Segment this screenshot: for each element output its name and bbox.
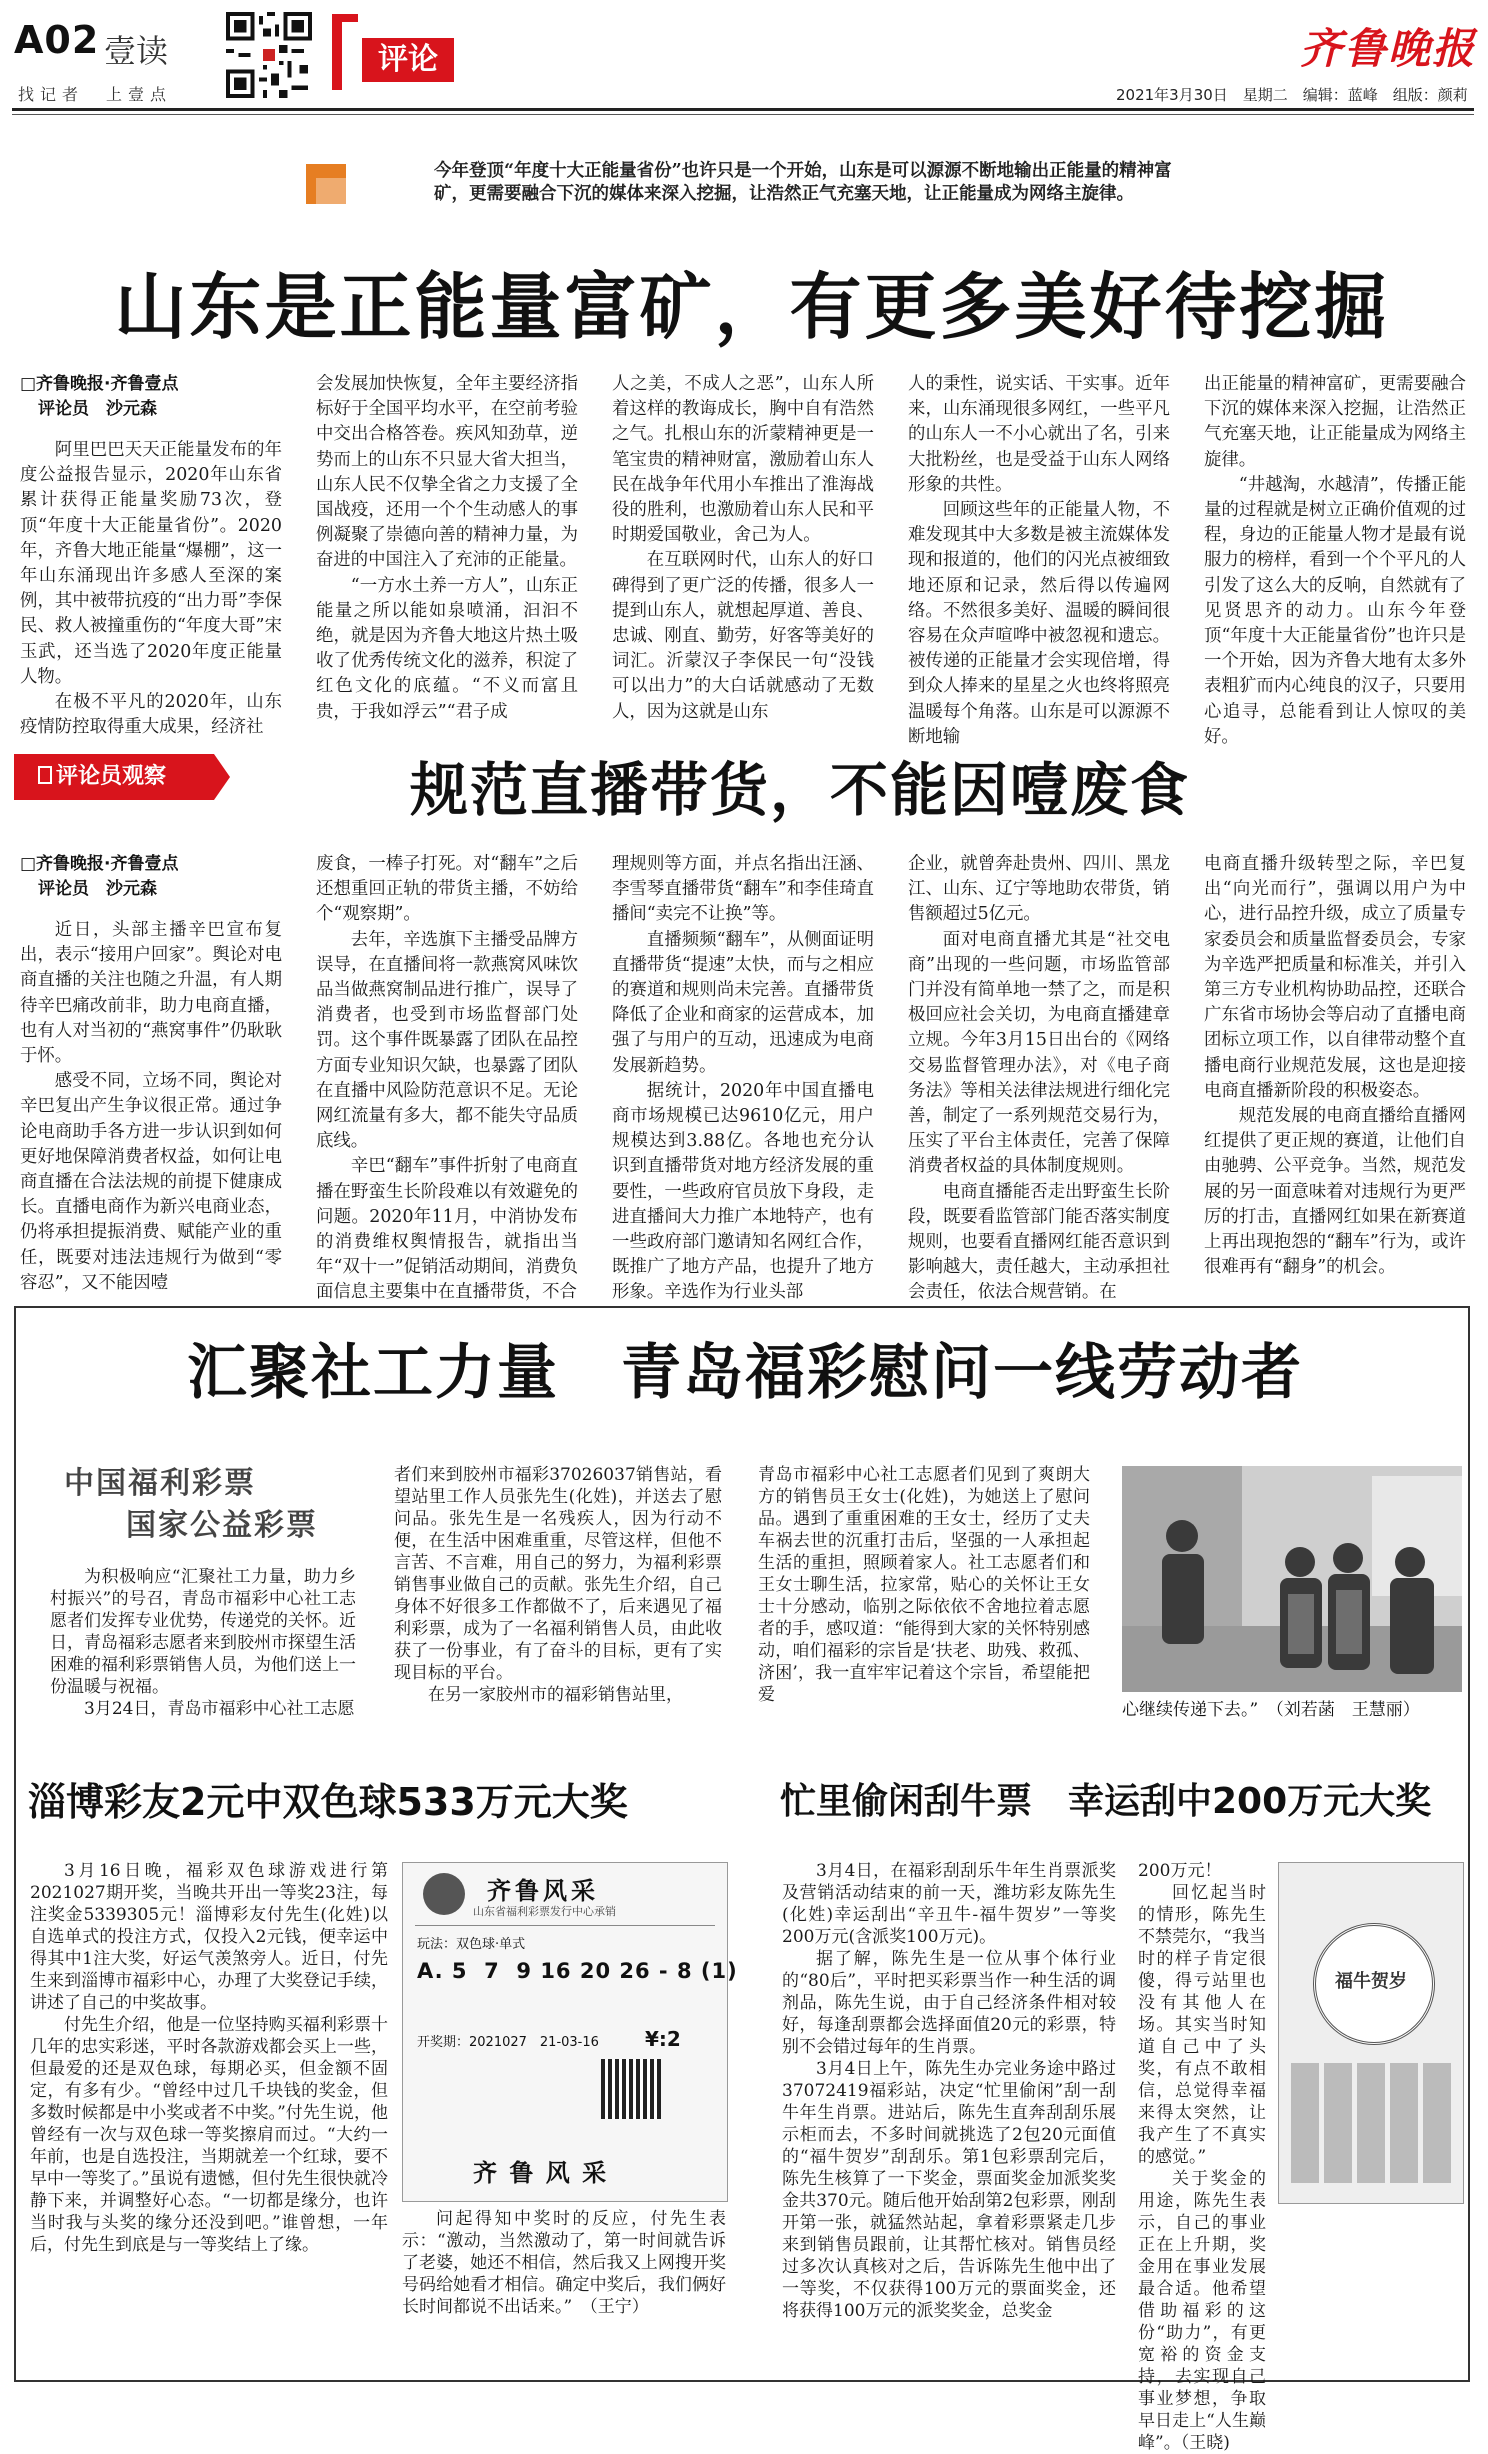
paragraph: 去年，辛选旗下主播受品牌方误导，在直播间将一款燕窝风味饮品当做燕窝制品进行推广，误导了消费者，也受到市场监督部门处罚。这个事件既暴露了团队在品控方面专业知识欠缺，也暴露了团队在直播中风险防范意识不足。无论网红流量有多大，都不能失守品质底线。 xyxy=(316,929,578,1152)
lottery-logo-line1: 中国福利彩票 xyxy=(64,1466,256,1501)
lottery-right-column-2 xyxy=(1138,1860,1266,2453)
second-column-1 xyxy=(20,918,282,1293)
paragraph: 企业，就曾奔赴贵州、四川、黑龙江、山东、辽宁等地助农带货，销售额超过5亿元。 xyxy=(908,854,1170,925)
second-headline: 规范直播带货，不能因噎废食 xyxy=(410,756,1191,824)
lead-column-2 xyxy=(316,372,578,724)
scratch-ticket-title: 福牛贺岁 xyxy=(1335,1971,1407,1992)
paragraph: 青岛市福彩中心社工志愿者们见到了爽朗大方的销售员王女士(化姓)，为她送上了慰问品。遇到了重重困难的王女士，经历了丈夫车祸去世的沉重打击后，坚强的一人承担起生活的重担，照顾着家人。社工志愿者们和王女士聊生活，拉家常，贴心的关怀让王女士十分感动，临别之际依依不舍地拉着志愿者的手，感叹道：“能得到大家的关怀特别感动，咱们福彩的宗旨是‘扶老、助残、救孤、济困’，我一直牢牢记着这个宗旨，希望能把爱 xyxy=(758,1465,1090,1705)
paragraph: 出正能量的精神富矿，更需要融合下沉的媒体来深入挖掘，让浩然正气充塞天地，让正能量成为网络主旋律。 xyxy=(1204,374,1466,470)
lead-column-1 xyxy=(20,438,282,738)
paragraph: 人的秉性，说实话、干实事。近年来，山东涌现很多网红，一些平凡的山东人一不小心就出了名，引来大批粉丝，也是受益于山东人网络形象的共性。 xyxy=(908,374,1170,495)
paragraph: 阿里巴巴天天正能量发布的年度公益报告显示，2020年山东省累计获得正能量奖励73次，登顶“年度十大正能量省份”。2020年，齐鲁大地正能量“爆棚”，这一年山东涌现出许多感人至深的案例，其中被带抗疫的“出力哥”李保民、救人被撞重伤的“年度大哥”宋玉武，还当选了2020年度正能量人物。 xyxy=(20,440,282,687)
paragraph: 3月4日，在福彩刮刮乐牛年生肖票派奖及营销活动结束的前一天，潍坊彩友陈先生(化姓)幸运刮出“辛丑牛-福牛贺岁”一等奖200万元(含派奖100万元)。 xyxy=(782,1861,1116,1947)
paragraph: 据了解，陈先生是一位从事个体行业的“80后”，平时把买彩票当作一种生活的调剂品，陈先生说，由于自己经济条件相对较好，每逢刮票都会选择面值20元的彩票，特别不会错过每年的生肖票。 xyxy=(782,1949,1116,2057)
header-rule-thin xyxy=(12,114,1474,115)
lottery-logo xyxy=(50,1456,350,1546)
volunteer-photo xyxy=(1122,1466,1462,1692)
paragraph: 直播频频“翻车”，从侧面证明直播带货“提速”太快，而与之相应的赛道和规则尚未完善。直播带货降低了企业和商家的运营成本，加强了与用户的互动，迅速成为电商发展新趋势。 xyxy=(612,929,874,1076)
paragraph: 据统计，2020年中国直播电商市场规模已达9610亿元，用户规模达到3.88亿。各地也充分认识到直播带货对地方经济发展的重要性，一些政府官员放下身段，走进直播间大力推广本地特产，也有一些政府部门邀请知名网红合作，既推广了地方产品，也提升了地方形象。辛选作为行业头部 xyxy=(612,1080,874,1303)
paragraph: 为积极响应“汇聚社工力量，助力乡村振兴”的号召，青岛市福彩中心社工志愿者们发挥专业优势，传递党的关怀。近日，青岛福彩志愿者来到胶州市探望生活困难的福利彩票销售人员，为他们送上一份温暖与祝福。 xyxy=(50,1567,356,1697)
lead-headline: 山东是正能量富矿，有更多美好待挖掘 xyxy=(114,265,1390,349)
intro-icon xyxy=(306,164,354,212)
paragraph: 200万元！ xyxy=(1138,1861,1222,1881)
header-rule xyxy=(12,108,1474,111)
lead-byline-source: □齐鲁晚报·齐鲁壹点 xyxy=(20,374,179,394)
lottery-ticket xyxy=(402,1862,738,2202)
paragraph: 者们来到胶州市福彩37026037销售站，看望站里工作人员张先生(化姓)，并送去了慰问品。张先生是一名残疾人，因为行动不便，在生活中困难重重，尽管这样，但他不言苦、不言难，用自己的努力，为福利彩票销售事业做自己的贡献。张先生介绍，自己身体不好很多工作都做不了，后来遇见了福利彩票，成为了一名福利销售人员，由此收获了一份事业，有了奋斗的目标，更有了实现目标的平台。 xyxy=(394,1465,722,1683)
ticket-footer: 齐 鲁 风 采 xyxy=(473,2159,609,2187)
paragraph: 电商直播升级转型之际，辛巴复出“向光而行”，强调以用户为中心，进行品控升级，成立了质量专家委员会和质量监督委员会，专家为辛选严把质量和标准关，并引入第三方专业机构协助品控，还联合广东省市场协会等启动了直播电商团标立项工作，以自律带动整个直播电商行业规范发展，这也是迎接电商直播新阶段的积极姿态。 xyxy=(1204,854,1466,1101)
ticket-brand: 齐鲁风采 xyxy=(487,1877,599,1905)
paragraph: 问起得知中奖时的反应，付先生表示：“激动，当然激动了，第一时间就告诉了老婆，她还不相信，然后我又上网搜开奖号码给她看才相信。确定中奖后，我们俩好长时间都说不出话来。” （王宁） xyxy=(402,2209,726,2317)
paragraph: 3月24日，青岛市福彩中心社工志愿 xyxy=(84,1699,355,1719)
lottery-right-column-1 xyxy=(782,1860,1116,2368)
ticket-divider xyxy=(415,1925,715,1926)
ad-headline: 汇聚社工力量 青岛福彩慰问一线劳动者 xyxy=(187,1338,1303,1408)
second-byline-source: □齐鲁晚报·齐鲁壹点 xyxy=(20,854,179,874)
lead-byline-author: 评论员 沙元森 xyxy=(38,399,157,419)
second-byline-author: 评论员 沙元森 xyxy=(38,879,157,899)
page-code: A02 xyxy=(14,18,100,62)
commentary-tag xyxy=(38,760,166,794)
ticket-numbers: A. 5 7 9 16 20 26 - 8 (1) xyxy=(417,1959,738,1983)
lottery-right-headline: 忙里偷闲刮牛票 幸运刮中200万元大奖 xyxy=(780,1781,1432,1822)
paragraph: “井越淘，水越清”，传播正能量的过程就是树立正确价值观的过程，身边的正能量人物才是最有说服力的榜样，看到一个个平凡的人引发了这么大的反响，自然就有了见贤思齐的动力。山东今年登顶“年度十大正能量省份”也许只是一个开始，因为齐鲁大地有太多外表粗犷而内心纯良的汉子，只要用心追寻，总能看到让人惊叹的美好。 xyxy=(1204,474,1466,747)
commentary-tag-label: 评论员观察 xyxy=(56,764,167,789)
paragraph: 付先生介绍，他是一位坚持购买福利彩票十几年的忠实彩迷，平时各款游戏都会买上一些，但最爱的还是双色球，每期必买，但金额不固定，有多有少。“曾经中过几千块钱的奖金，但多数时候都是中小奖或者不中奖。”付先生说，他曾经有一次与双色球一等奖擦肩而过。“大约一年前，也是自选投注，当期就差一个红球，要不早中一等奖了。”虽说有遗憾，但付先生很快就冷静下来，并调整好心态。“一切都是缘分，也许当时我与头奖的缘分还没到吧。”谁曾想，一年后，付先生到底是与一等奖结上了缘。 xyxy=(30,2015,388,2255)
ad-column-3 xyxy=(758,1464,1090,1722)
paragraph: 面对电商直播尤其是“社交电商”出现的一些问题，市场监管部门并没有简单地一禁了之，而是积极回应社会关切，为电商直播建章立规。今年3月15日出台的《网络交易监督管理办法》，对《电子商务法》等相关法律法规进行细化完善，制定了一系列规范交易行为，压实了平台主体责任，完善了保障消费者权益的具体制度规则。 xyxy=(908,929,1170,1177)
paragraph: 理规则等方面，并点名指出汪涵、李雪琴直播带货“翻车”和李佳琦直播间“卖完不让换”等。 xyxy=(612,854,874,925)
ad-column-2 xyxy=(394,1464,722,1722)
lead-intro: 今年登顶“年度十大正能量省份”也许只是一个开始，山东是可以源源不断地输出正能量的精神富矿，更需要融合下沉的媒体来深入挖掘，让浩然正气充塞天地，让正能量成为网络主旋律。 xyxy=(434,161,1172,204)
paragraph: 废食，一棒子打死。对“翻车”之后还想重回正轨的带货主播，不妨给个“观察期”。 xyxy=(316,854,578,925)
column-tag-decor xyxy=(332,14,342,90)
scratch-grid xyxy=(1291,2063,1451,2183)
paragraph: 感受不同，立场不同，舆论对辛巴复出产生争议很正常。通过争论电商助手各方进一步认识到如何更好地保障消费者权益，如何让电商直播在合法法规的前提下健康成长。直播电商作为新兴电商业态，仍将承担提振消费、赋能产业的重任，既要对违法违规行为做到“零容忍”，又不能因噎 xyxy=(20,1071,282,1293)
paragraph: 3月4日上午，陈先生办完业务途中路过37072419福彩站，决定“忙里偷闲”刮一刮牛年生肖票。进站后，陈先生直奔刮刮乐展示柜而去，不多时间就挑选了2包20元面值的“福牛贺岁”刮刮乐。第1包彩票刮完后，陈先生核算了一下奖金，票面奖金加派奖奖金共370元。随后他开始刮第2包彩票，刚刮开第一张，就猛然站起，拿着彩票紧走几步来到销售员跟前，让其帮忙核对。销售员经过多次认真核对之后，告诉陈先生他中出了一等奖，不仅获得100万元的票面奖金，还将获得100万元的派奖奖金，总奖金 xyxy=(782,2059,1116,2321)
date-line: 2021年3月30日 星期二 编辑：蓝峰 组版：颜莉 xyxy=(1116,86,1468,104)
paragraph: 在极不平凡的2020年，山东疫情防控取得重大成果，经济社 xyxy=(20,692,282,738)
paragraph: 在另一家胶州市的福彩销售站里， xyxy=(428,1685,683,1705)
lottery-left-column-1 xyxy=(30,1860,388,2368)
lead-column-4 xyxy=(908,372,1170,747)
ticket-game: 玩法：双色球·单式 xyxy=(417,1937,526,1952)
lottery-emblem-icon xyxy=(423,1873,465,1915)
paragraph: 在互联网时代，山东人的好口碑得到了更广泛的传播，很多人一提到山东人，就想起厚道、善良、忠诚、刚直、勤劳，好客等美好的词汇。沂蒙汉子李保民一句“没钱可以出力”的大白话就感动了无数人，因为这就是山东 xyxy=(612,550,874,722)
scratch-ticket xyxy=(1278,1862,1464,2204)
column-tag: 评论 xyxy=(362,38,454,82)
ticket-issue: 开奖期：2021027 21-03-16 xyxy=(417,2035,599,2050)
ticket-amount: ¥:2 xyxy=(645,2027,681,2051)
lottery-left-headline: 淄博彩友2元中双色球533万元大奖 xyxy=(28,1780,628,1824)
ticket-subtitle: 山东省福利彩票发行中心承销 xyxy=(473,1905,616,1918)
column-tag-decor-top xyxy=(332,14,358,22)
second-column-2 xyxy=(316,852,578,1303)
lead-column-3 xyxy=(612,372,874,724)
ad-column-1 xyxy=(50,1566,356,1722)
lottery-left-column-2 xyxy=(402,2208,726,2372)
paragraph: 回顾这些年的正能量人物，不难发现其中大多数是被主流媒体发现和报道的，他们的闪光点被细致地还原和记录，然后得以传遍网络。不然很多美好、温暖的瞬间很容易在众声喧哗中被忽视和遗忘。被传递的正能量才会实现倍增，得到众人捧来的星星之火也终将照亮温暖每个角落。山东是可以源源不断地输 xyxy=(908,500,1170,747)
qr-code-icon xyxy=(226,12,312,98)
ticket-qr-icon xyxy=(601,2059,661,2119)
second-column-4 xyxy=(908,852,1170,1303)
flag-icon xyxy=(38,766,52,784)
paragraph: 3月16日晚，福彩双色球游戏进行第2021027期开奖，当晚共开出一等奖23注，每注奖金5339305元！淄博彩友付先生(化姓)以自选单式的投注方式，仅投入2元钱，便幸运中得其中1注大奖，好运气羡煞旁人。近日，付先生来到淄博市福彩中心，办理了大奖登记手续，讲述了自己的中奖故事。 xyxy=(30,1861,388,2013)
paragraph: 电商直播能否走出野蛮生长阶段，既要看监管部门能否落实制度规则，也要看直播网红能否意识到影响越大，责任越大，主动承担社会责任，依法合规营销。在 xyxy=(908,1181,1170,1303)
photo-caption: 心继续传递下去。” （刘若菡 王慧丽） xyxy=(1122,1700,1420,1720)
paragraph: 人之美，不成人之恶”，山东人所着这样的教诲成长，胸中自有浩然之气。扎根山东的沂蒙精神更是一笔宝贵的精神财富，激励着山东人民在战争年代用小车推出了淮海战役的胜利，也激励着山东人民和平时期爱国敬业，舍己为人。 xyxy=(612,374,874,546)
paragraph: 辛巴“翻车”事件折射了电商直播在野蛮生长阶段难以有效避免的问题。2020年11月，中消协发布的消费维权舆情报告，就指出当年“双十一”促销活动期间，消费负面信息主要集中在直播带货，不合 xyxy=(316,1156,578,1303)
second-column-3 xyxy=(612,852,874,1303)
lottery-logo-line2: 国家公益彩票 xyxy=(126,1508,318,1543)
section-name: 壹读 xyxy=(104,32,169,70)
newspaper-logo: 齐鲁晚报 xyxy=(1300,24,1477,73)
paragraph: 回忆起当时的情形，陈先生不禁莞尔，“我当时的样子肯定很傻，得亏站里也没有其他人在场。其实当时知道自己中了头奖，有点不敢相信，总觉得幸福来得太突然，让我产生了不真实的感觉。” xyxy=(1138,1883,1266,2167)
paragraph: 关于奖金的用途，陈先生表示，自己的事业正在上升期，奖金用在事业发展最合适。他希望借助福彩的这份“助力”，有更宽裕的资金支持，去实现自己事业梦想，争取早日走上“人生巅峰”。（王晓) xyxy=(1138,2169,1266,2453)
lead-column-5 xyxy=(1204,372,1466,747)
paragraph: 规范发展的电商直播给直播网红提供了更正规的赛道，让他们自由驰骋、公平竞争。当然，规范发展的另一面意味着对违规行为更严厉的打击，直播网红如果在新赛道上再出现抱怨的“翻车”行为，或许很难再有“翻身”的机会。 xyxy=(1204,1106,1466,1278)
paragraph: 会发展加快恢复，全年主要经济指标好于全国平均水平，在空前考验中交出合格答卷。疾风知劲草，逆势而上的山东不只显大省大担当，山东人民不仅挚全省之力支援了全国战疫，还用一个个生动感人的事例凝聚了崇德向善的精神力量，为奋进的中国注入了充沛的正能量。 xyxy=(316,374,578,571)
paragraph: 近日，头部主播辛巴宣布复出，表示“接用户回家”。舆论对电商直播的关注也随之升温，有人期待辛巴痛改前非，助力电商直播，也有人对当初的“燕窝事件”仍耿耿于怀。 xyxy=(20,920,282,1067)
header-slogan: 找记者 上壹点 xyxy=(18,85,173,104)
paragraph: “一方水土养一方人”，山东正能量之所以能如泉喷涌，汩汩不绝，就是因为齐鲁大地这片热土吸收了优秀传统文化的滋养，积淀了红色文化的底蕴。“不义而富且贵，于我如浮云”“君子成 xyxy=(316,575,578,722)
second-column-5 xyxy=(1204,852,1466,1288)
